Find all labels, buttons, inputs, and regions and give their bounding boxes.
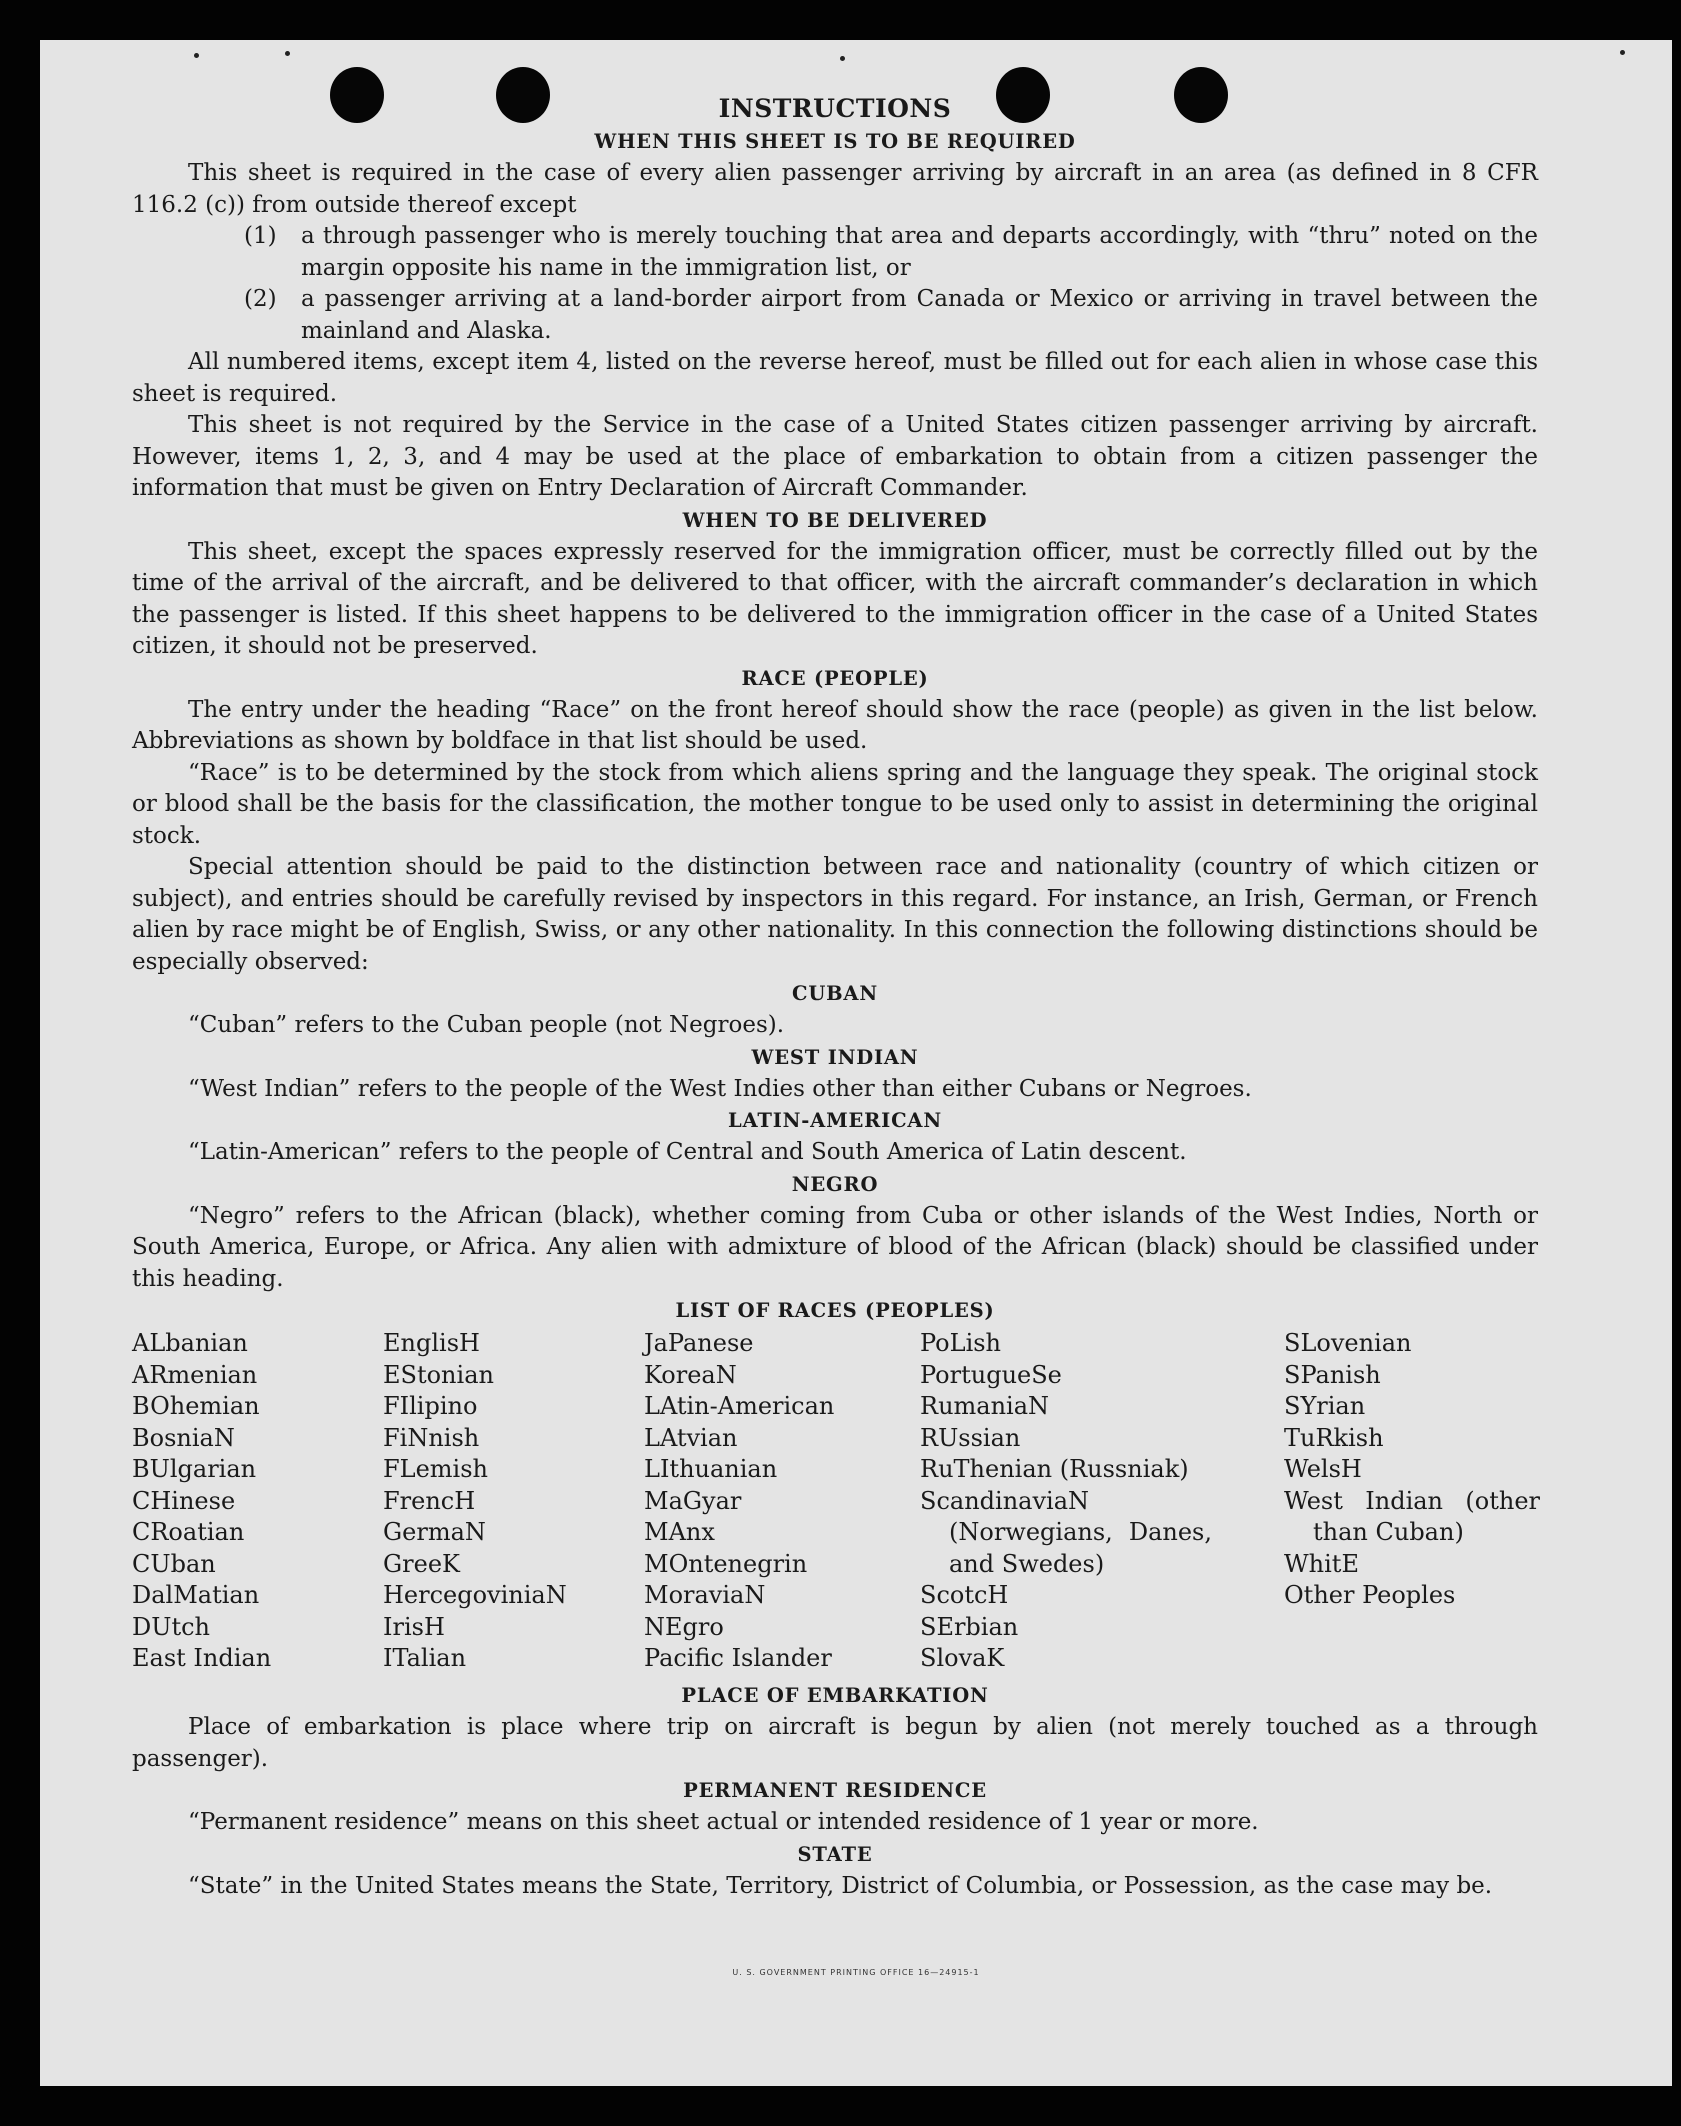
heading-west-indian: WEST INDIAN: [751, 1045, 919, 1069]
heading-negro: NEGRO: [791, 1172, 879, 1196]
race-entry: IrisH: [383, 1612, 445, 1641]
race-entry: WelsH: [1284, 1455, 1362, 1483]
exception-text: a through passenger who is merely touching that area and departs accordingly, with “thru” noted on the margin opposite his name in the immigration list, or: [301, 223, 1538, 281]
race-entry: RUssian: [920, 1423, 1021, 1452]
embarkation-text: Place of embarkation is place where trip on aircraft is begun by alien (not merely touched as a through passenger).: [132, 1714, 1538, 1772]
latin-american-text: “Latin-American” refers to the people of Central and South America of Latin descent.: [188, 1139, 1187, 1165]
race-entry: LIthuanian: [644, 1455, 778, 1483]
heading-when-required: WHEN THIS SHEET IS TO BE REQUIRED: [594, 130, 1076, 153]
exception-item: [132, 221, 1538, 284]
race-para1: The entry under the heading “Race” on the front hereof should show the race (people) as given in the list below. Abbreviations as shown by boldface in that list should be used.: [132, 696, 1538, 754]
race-entry: BosniaN: [132, 1423, 235, 1452]
instructions-body: [132, 92, 1538, 1902]
race-entry: GermaN: [383, 1518, 486, 1546]
exception-item: [132, 284, 1538, 347]
race-entry: ScotcH: [920, 1581, 1009, 1609]
when-required-intro: This sheet is required in the case of every alien passenger arriving by aircraft in an area (as defined in 8 CFR 116.2 (c)) from outside thereof except: [132, 160, 1538, 218]
race-column: [920, 1328, 1212, 1675]
race-entry: PoLish: [920, 1329, 1002, 1357]
when-required-para3: This sheet is not required by the Service in the case of a United States citizen passenger arriving by aircraft. However, items 1, 2, 3, and 4 may be used at the place of embarkation to obtain from a citizen passenger the information that must be given on Entry Declaration of Aircraft Commander.: [132, 412, 1538, 501]
races-list: [132, 1328, 1538, 1680]
exception-number: (1): [244, 223, 277, 249]
negro-text: “Negro” refers to the African (black), whether coming from Cuba or other islands of the West Indies, North or South America, Europe, or Africa. Any alien with admixture of blood of the African (black) should be classified under this heading.: [132, 1202, 1538, 1292]
race-column: [132, 1328, 271, 1675]
race-entry: MAnx: [644, 1518, 715, 1546]
race-entry: CHinese: [132, 1486, 236, 1515]
race-entry: JaPanese: [644, 1329, 754, 1357]
when-required-para2: All numbered items, except item 4, listed on the reverse hereof, must be filled out for each alien in whose case this sheet is required.: [132, 349, 1538, 407]
race-entry: RuThenian (Russniak): [920, 1455, 1189, 1483]
race-entry: SlovaK: [920, 1644, 1005, 1672]
race-entry: Other Peoples: [1284, 1581, 1456, 1609]
race-column: [644, 1328, 834, 1675]
race-entry: MOntenegrin: [644, 1549, 808, 1578]
race-entry: ARmenian: [132, 1360, 258, 1389]
heading-cuban: CUBAN: [792, 982, 878, 1005]
when-delivered-text: This sheet, except the spaces expressly reserved for the immigration officer, must be correctly filled out by the time of the arrival of the aircraft, and be delivered to that officer, with the aircraft commander’s declaration in which the passenger is listed. If this sheet happens to be delivered to the immigration officer in the case of a United States citizen, it should not be preserved.: [132, 538, 1538, 659]
race-entry: CRoatian: [132, 1518, 245, 1546]
speck: [285, 51, 290, 56]
race-entry: FIlipino: [383, 1392, 478, 1420]
race-entry: NEgro: [644, 1612, 724, 1641]
race-entry: LAtvian: [644, 1423, 738, 1452]
race-para3: Special attention should be paid to the distinction between race and nationality (country of which citizen or subject), and entries should be carefully revised by inspectors in this regard. For instance, an Irish, German, or French alien by race might be of English, Swiss, or any other nationality. In this connection the following distinctions should be especially observed:: [132, 854, 1538, 975]
race-entry: BUlgarian: [132, 1455, 257, 1483]
race-entry: EnglisH: [383, 1329, 480, 1357]
race-entry: DalMatian: [132, 1581, 260, 1609]
race-entry: SPanish: [1284, 1360, 1381, 1389]
heading-list-of-races: LIST OF RACES (PEOPLES): [675, 1299, 995, 1322]
heading-latin-american: LATIN-AMERICAN: [728, 1109, 942, 1132]
speck: [194, 53, 199, 58]
heading-race: RACE (PEOPLE): [741, 666, 929, 690]
cuban-text: “Cuban” refers to the Cuban people (not Negroes).: [188, 1012, 785, 1038]
race-column: [383, 1328, 567, 1675]
race-entry: CUban: [132, 1549, 216, 1578]
race-entry: SYrian: [1284, 1392, 1366, 1420]
heading-state: STATE: [797, 1842, 873, 1866]
speck: [1620, 50, 1625, 55]
exception-text: a passenger arriving at a land-border airport from Canada or Mexico or arriving in travel between the mainland and Alaska.: [301, 286, 1538, 344]
race-entry: TuRkish: [1284, 1423, 1384, 1452]
race-entry: BOhemian: [132, 1392, 260, 1420]
race-entry: MoraviaN: [644, 1581, 766, 1609]
document-page: [40, 40, 1672, 2086]
page-title: INSTRUCTIONS: [718, 94, 952, 123]
race-entry: Pacific Islander: [644, 1644, 832, 1672]
printing-office-footer: U. S. GOVERNMENT PRINTING OFFICE 16—24915-1: [732, 1968, 980, 1977]
exception-number: (2): [244, 286, 277, 312]
race-column: [1284, 1328, 1540, 1612]
race-entry: RumaniaN: [920, 1392, 1050, 1420]
race-entry: DUtch: [132, 1612, 211, 1641]
heading-embarkation: PLACE OF EMBARKATION: [681, 1684, 989, 1707]
heading-permanent-residence: PERMANENT RESIDENCE: [683, 1779, 987, 1802]
race-entry: PortugueSe: [920, 1360, 1062, 1389]
race-entry: LAtin-American: [644, 1392, 835, 1420]
race-entry: SLovenian: [1284, 1329, 1412, 1357]
race-entry: FrencH: [383, 1486, 476, 1515]
race-para2: “Race” is to be determined by the stock from which aliens spring and the language they speak. The original stock or blood shall be the basis for the classification, the mother tongue to be used only to assist in determining the original stock.: [132, 759, 1538, 849]
race-entry: ALbanian: [132, 1329, 248, 1357]
race-entry: MaGyar: [644, 1486, 742, 1515]
west-indian-text: “West Indian” refers to the people of the West Indies other than either Cubans or Negroes.: [188, 1075, 1252, 1102]
residence-text: “Permanent residence” means on this sheet actual or intended residence of 1 year or more.: [188, 1809, 1259, 1835]
heading-when-delivered: WHEN TO BE DELIVERED: [682, 508, 988, 532]
race-entry: ScandinaviaN (Norwegians, Danes, and Swedes): [920, 1486, 1212, 1578]
race-entry: FiNnish: [383, 1423, 480, 1452]
state-text: “State” in the United States means the State, Territory, District of Columbia, or Possession, as the case may be.: [188, 1872, 1493, 1899]
race-entry: ITalian: [383, 1644, 467, 1672]
race-entry: East Indian: [132, 1644, 272, 1672]
race-entry: WhitE: [1284, 1549, 1359, 1578]
race-entry: West Indian (other than Cuban): [1284, 1486, 1540, 1546]
race-entry: EStonian: [383, 1360, 494, 1389]
race-entry: KoreaN: [644, 1360, 737, 1389]
race-entry: GreeK: [383, 1549, 460, 1578]
speck: [840, 56, 845, 61]
race-entry: FLemish: [383, 1455, 488, 1483]
race-entry: HercegoviniaN: [383, 1581, 567, 1609]
race-entry: SErbian: [920, 1612, 1019, 1641]
